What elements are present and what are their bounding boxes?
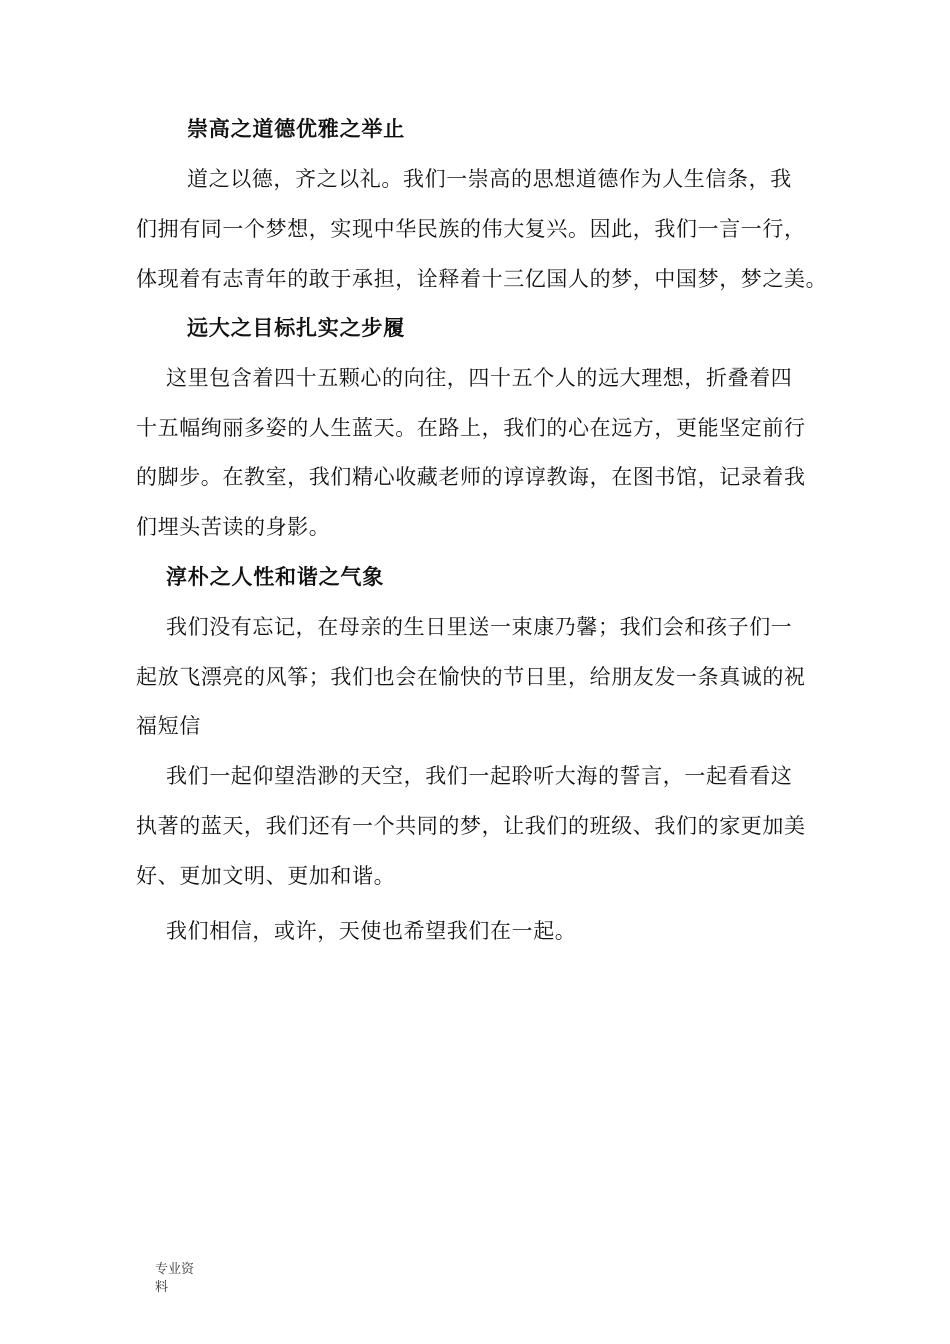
section-heading: 淳朴之人性和谐之气象 bbox=[166, 565, 384, 589]
section-heading: 崇高之道德优雅之举止 bbox=[187, 117, 405, 141]
paragraph-line: 这里包含着四十五颗心的向往，四十五个人的远大理想，折叠着四 bbox=[166, 366, 793, 390]
section-heading: 远大之目标扎实之步履 bbox=[187, 316, 405, 340]
paragraph-line: 们拥有同一个梦想，实现中华民族的伟大复兴。因此，我们一言一行， bbox=[136, 217, 806, 241]
paragraph-line: 执著的蓝天，我们还有一个共同的梦，让我们的班级、我们的家更加美 bbox=[136, 814, 806, 838]
paragraph-line: 体现着有志青年的敢于承担，诠释着十三亿国人的梦，中国梦，梦之美。 bbox=[136, 267, 828, 291]
paragraph-line: 好、更加文明、更加和谐。 bbox=[136, 864, 396, 888]
paragraph-line: 起放飞漂亮的风筝；我们也会在愉快的节日里，给朋友发一条真诚的祝 bbox=[136, 665, 806, 689]
footer-line: 专业资 bbox=[155, 1262, 195, 1277]
paragraph-line: 们埋头苦读的身影。 bbox=[136, 515, 331, 539]
paragraph-line: 我们一起仰望浩渺的天空，我们一起聆听大海的誓言，一起看看这 bbox=[166, 764, 793, 788]
paragraph-line: 道之以德，齐之以礼。我们一崇高的思想道德作为人生信条，我 bbox=[187, 167, 792, 191]
paragraph-line: 我们相信，或许，天使也希望我们在一起。 bbox=[166, 919, 577, 943]
paragraph-line: 我们没有忘记，在母亲的生日里送一束康乃馨；我们会和孩子们一 bbox=[166, 615, 793, 639]
page-footer bbox=[155, 1261, 215, 1297]
footer-line: 料 bbox=[155, 1280, 169, 1295]
paragraph-line: 十五幅绚丽多姿的人生蓝天。在路上，我们的心在远方，更能坚定前行 bbox=[136, 416, 806, 440]
paragraph-line: 的脚步。在教室，我们精心收藏老师的谆谆教诲，在图书馆，记录着我 bbox=[136, 465, 806, 489]
paragraph-line: 福短信 bbox=[136, 714, 201, 738]
